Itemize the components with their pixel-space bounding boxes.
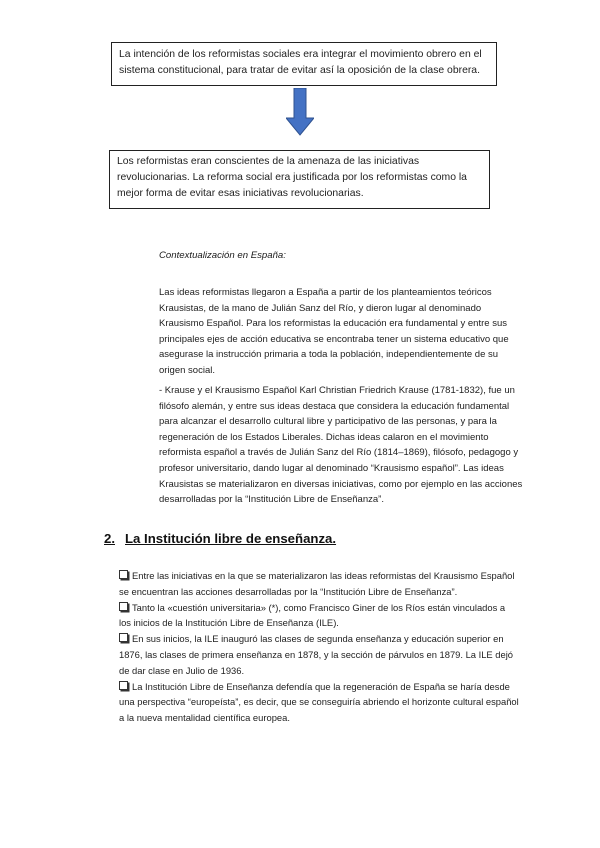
section-title: La Institución libre de enseñanza.: [125, 531, 337, 546]
list-item: Entre las iniciativas en la que se materializaron las ideas reformistas del Krausismo Español se encuentran las acciones desarrolladas por la “Institución Libre de Enseñanza”.: [119, 570, 515, 597]
context-paragraph-krause: - Krause y el Krausismo Español Karl Christian Friedrich Krause (1781-1832), fue un filósofo alemán, y entre sus ideas destaca que considera la educación fundamental para alcanzar el desarrollo cultural libre y participativo de las personas, y para la regeneración de los Estados Liberales. Dichas ideas calaron en el movimiento reformista español a través de Julián Sanz del Río (1814–1869), filósofo, pedagogo y profesor universitario, dando lugar al denominado “Krausismo español”. Las ideas Krausistas se materializaron en diversas iniciativas, como por ejemplo en las acciones desarrolladas por la “Institución Libre de Enseñanza”.: [159, 385, 523, 506]
flow-box-intention-text: La intención de los reformistas sociales era integrar el movimiento obrero en el sistema constitucional, para tratar de evitar así la oposición de la clase obrera.: [119, 49, 482, 76]
context-paragraph-krausism: Las ideas reformistas llegaron a España a partir de los planteamientos teóricos Krausistas, de la mano de Julián Sanz del Río, y dieron lugar al denominado Krausismo Español. Para los reformistas la educación era fundamental y entre sus principales ejes de acción educativa se encontraba tener un sistema educativo que asegurase la instrucción primaria a toda la población, independientemente de su origen social.: [159, 287, 509, 376]
checkbox-bullet-icon: [119, 570, 128, 579]
context-title: Contextualización en España:: [159, 250, 286, 261]
section-2-heading: [104, 531, 336, 546]
flow-box-awareness: [109, 150, 490, 209]
down-arrow-icon: [286, 88, 314, 136]
list-item: La Institución Libre de Enseñanza defendía que la regeneración de España se haría desde una perspectiva “europeísta”, es decir, que se conseguiría abriendo el horizonte cultural español a la nueva mentalidad científica europea.: [119, 680, 519, 724]
checkbox-bullet-icon: [119, 681, 128, 690]
flow-box-intention: [111, 42, 497, 86]
ile-list: [119, 568, 519, 726]
list-item: Tanto la «cuestión universitaria» (*), como Francisco Giner de los Ríos están vinculados a los inicios de la Institución Libre de Enseñanza (ILE).: [119, 601, 506, 629]
context-heading: [145, 250, 525, 261]
list-item: En sus inicios, la ILE inauguró las clases de segunda enseñanza y educación superior en 1876, las clases de primera enseñanza en 1878, y la sección de párvulos en 1879. La ILE dejó de dar clase en Julio de 1936.: [119, 633, 514, 676]
checkbox-bullet-icon: [119, 633, 128, 642]
flow-box-awareness-text: Los reformistas eran conscientes de la amenaza de las iniciativas revolucionarias. La reforma social era justificada por los reformistas como la mejor forma de evitar esas iniciativas revolucionarias.: [117, 156, 467, 199]
checkbox-bullet-icon: [119, 602, 128, 611]
section-number: 2.: [104, 531, 115, 546]
